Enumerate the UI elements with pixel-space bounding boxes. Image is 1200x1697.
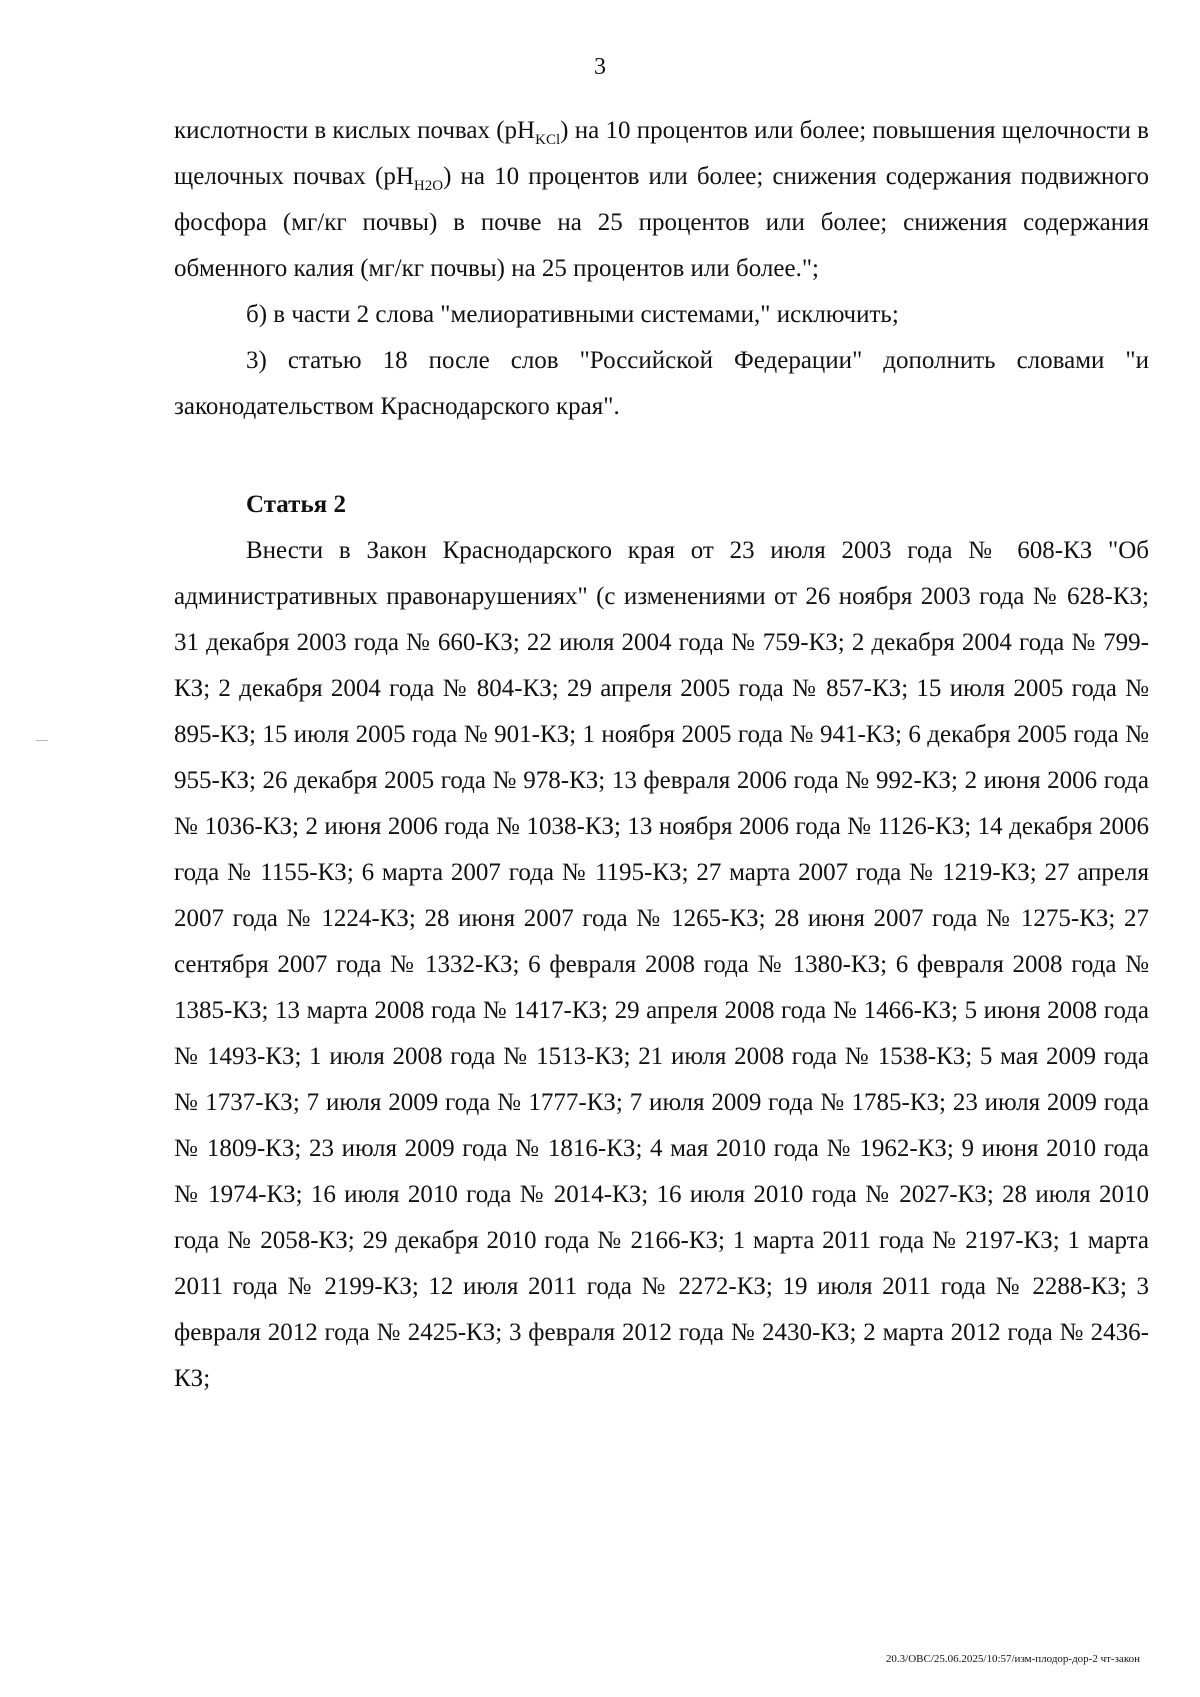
paragraph-b: б) в части 2 слова "мелиоративными системами," исключить; xyxy=(246,301,899,328)
text-segment: кислотности в кислых почвах (pH xyxy=(174,117,536,144)
document-footer-code: 20.3/ОВС/25.06.2025/10:57/изм-плодор-дор-2 чт-закон xyxy=(885,1653,1140,1665)
paragraph-soil-indicators xyxy=(174,108,1149,292)
document-body xyxy=(174,108,1149,1402)
article-title: Статья 2 xyxy=(246,491,346,518)
text-segment: ) на 10 процентов или более; снижения содержания подвижного фосфора (мг/кг почвы) в почве на 25 процентов или более; снижения содержания обменного калия (мг/кг почвы) на 25 процентов или более."; xyxy=(174,163,1150,282)
text-segment: ) на 10 процентов или более; повышения щелочности в щелочных почвах (pH xyxy=(174,117,1149,190)
page-number: 3 xyxy=(594,54,606,80)
subscript-h2o: H2O xyxy=(413,178,444,194)
subscript-kcl: KCl xyxy=(535,132,561,148)
paragraph-3: 3) статью 18 после слов "Российской Федерации" дополнить словами "и законодательством Краснодарского края". xyxy=(174,347,1149,420)
article-body: Внести в Закон Краснодарского края от 23 июля 2003 года № 608-КЗ "Об административных правонарушениях" (с изменениями от 26 ноября 2003 года № 628-КЗ; 31 декабря 2003 года № 660-КЗ; 22 июля 2004 года № 759-КЗ; 2 декабря 2004 года № 799-КЗ; 2 декабря 2004 года № 804-КЗ; 29 апреля 2005 года № 857-КЗ; 15 июля 2005 года № 895-КЗ; 15 июля 2005 года № 901-КЗ; 1 ноября 2005 года № 941-КЗ; 6 декабря 2005 года № 955-КЗ; 26 декабря 2005 года № 978-КЗ; 13 февраля 2006 года № 992-КЗ; 2 июня 2006 года № 1036-КЗ; 2 июня 2006 года № 1038-КЗ; 13 ноября 2006 года № 1126-КЗ; 14 декабря 2006 года № 1155-КЗ; 6 марта 2007 года № 1195-КЗ; 27 марта 2007 года № 1219-КЗ; 27 апреля 2007 года № 1224-КЗ; 28 июня 2007 года № 1265-КЗ; 28 июня 2007 года № 1275-КЗ; 27 сентября 2007 года № 1332-КЗ; 6 февраля 2008 года № 1380-КЗ; 6 февраля 2008 года № 1385-КЗ; 13 марта 2008 года № 1417-КЗ; 29 апреля 2008 года № 1466-КЗ; 5 июня 2008 года № 1493-КЗ; 1 июля 2008 года № 1513-КЗ; 21 июля 2008 года № 1538-КЗ; 5 мая 2009 года № 1737-КЗ; 7 июля 2009 года № 1777-КЗ; 7 июля 2009 года № 1785-КЗ; 23 июля 2009 года № 1809-КЗ; 23 июля 2009 года № 1816-КЗ; 4 мая 2010 года № 1962-КЗ; 9 июня 2010 года № 1974-КЗ; 16 июля 2010 года № 2014-КЗ; 16 июля 2010 года № 2027-КЗ; 28 июля 2010 года № 2058-КЗ; 29 декабря 2010 года № 2166-КЗ; 1 марта 2011 года № 2197-КЗ; 1 марта 2011 года № 2199-КЗ; 12 июля 2011 года № 2272-КЗ; 19 июля 2011 года № 2288-КЗ; 3 февраля 2012 года № 2425-КЗ; 3 февраля 2012 года № 2430-КЗ; 2 марта 2012 года № 2436-КЗ; xyxy=(174,537,1149,1392)
scan-margin-mark xyxy=(36,740,48,741)
